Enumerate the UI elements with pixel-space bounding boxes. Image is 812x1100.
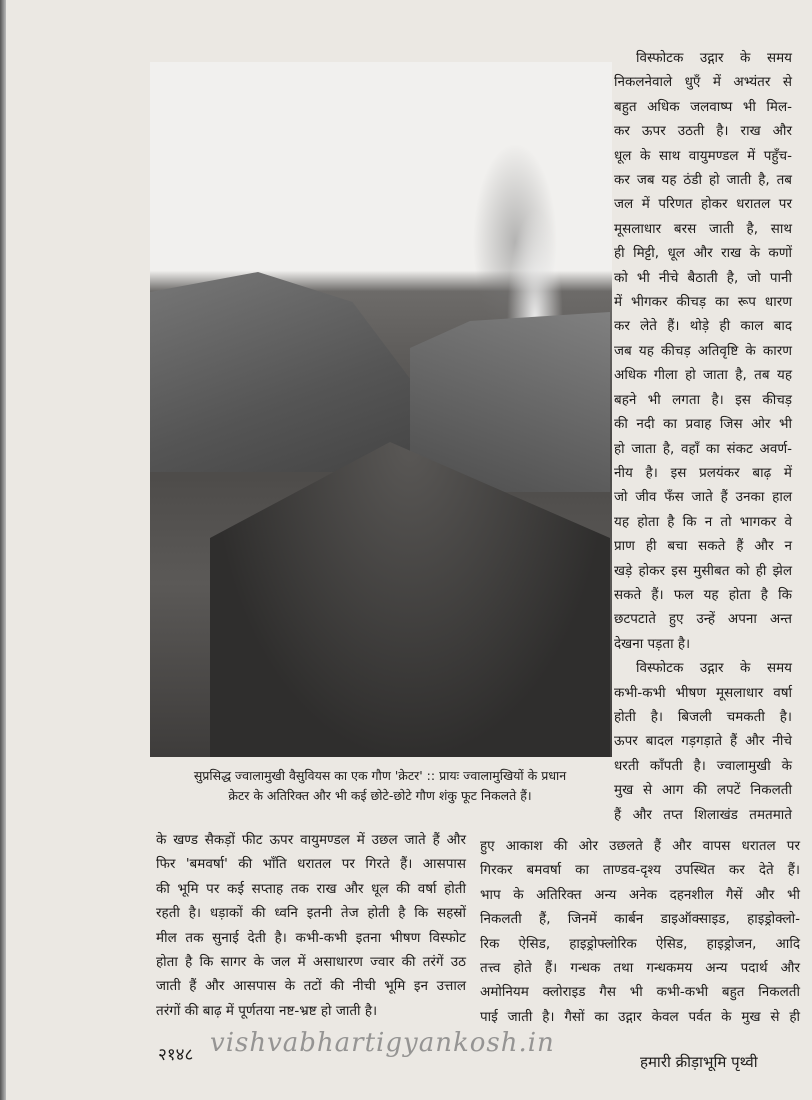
text-line: जो जीव फँस जाते हैं उनका हाल <box>614 489 792 506</box>
text-line: कभी-कभी भीषण मूसलाधार वर्षा <box>614 684 792 701</box>
text-line: बहुत अधिक जलवाष्प भी मिल- <box>614 98 792 115</box>
text-line: खड़े होकर इस मुसीबत को ही झेल <box>614 562 792 579</box>
text-line: को भी नीचे बैठाती है, जो पानी <box>614 269 792 286</box>
text-line: विस्फोटक उद्गार के समय <box>636 50 792 66</box>
text-line: निकलनेवाले धुएँ में अभ्यंतर से <box>614 74 792 91</box>
text-line: यह होता है कि न तो भागकर वे <box>614 513 792 530</box>
text-line: में भीगकर कीचड़ का रूप धारण <box>614 294 792 311</box>
text-line: निकलती हैं, जिनमें कार्बन डाइऑक्साइड, हाइड्रोक्लो- <box>480 911 800 928</box>
watermark: vishvabhartigyankosh.in <box>210 1028 555 1058</box>
text-line: रिक ऐसिड, हाइड्रोफ्लोरिक ऐसिड, हाइड्रोजन, आदि <box>480 935 800 952</box>
text-line: की भूमि पर कई सप्ताह तक राख और धूल की वर्षा होती <box>156 880 466 897</box>
photo-left-ridge <box>150 272 420 472</box>
text-line: जाती हैं और आसपास के तटों की नीची भूमि इन उत्ताल <box>156 978 466 995</box>
text-line: कर लेते हैं। थोड़े ही काल बाद <box>614 318 792 335</box>
bottom-left-column-text <box>156 828 466 1023</box>
text-line: तत्त्व होते हैं। गन्धक तथा गन्धकमय अन्य पदार्थ और <box>480 960 800 977</box>
text-line: धूल के साथ वायुमण्डल में पहुँच- <box>614 147 792 164</box>
text-line: नीय है। इस प्रलयंकर बाढ़ में <box>614 464 792 481</box>
text-line: जल में परिणत होकर धरातल पर <box>614 196 792 213</box>
text-line: ही मिट्टी, धूल और राख के कणों <box>614 245 792 262</box>
caption-line: क्रेटर के अतिरिक्त और भी कई छोटे-छोटे गौण शंकु फूट निकलते हैं। <box>228 788 532 803</box>
caption-line: सुप्रसिद्ध ज्वालामुखी वैसुवियस का एक गौण 'क्रेटर' :: प्रायः ज्वालामुखियों के प्रधान <box>193 768 567 783</box>
photo-caption <box>160 766 600 806</box>
text-line: हुए आकाश की ओर उछलते हैं और वापस धरातल पर <box>480 838 800 854</box>
running-footer: हमारी क्रीड़ाभूमि पृथ्वी <box>640 1053 758 1071</box>
text-line: होती है। बिजली चमकती है। <box>614 708 792 725</box>
page-number: २१४८ <box>158 1045 194 1065</box>
text-line: कर ऊपर उठती है। राख और <box>614 123 792 140</box>
page-binding-edge <box>0 0 6 1100</box>
text-line: के खण्ड सैकड़ों फीट ऊपर वायुमण्डल में उछल जाते हैं और <box>156 832 466 848</box>
text-line: कर जब यह ठंडी हो जाती है, तब <box>614 172 792 189</box>
text-line: ऊपर बादल गड़गड़ाते हैं और नीचे <box>614 733 792 750</box>
text-line: देखना पड़ता है। <box>614 635 691 652</box>
text-line: जब यह कीचड़ अतिवृष्टि के कारण <box>614 342 792 359</box>
text-line: हो जाता है, वहाँ का संकट अवर्ण- <box>614 440 792 457</box>
text-line: अधिक गीला हो जाता है, तब यह <box>614 367 792 384</box>
text-line: पाई जाती है। गैसों का उद्गार केवल पर्वत के मुख से ही <box>480 1008 800 1025</box>
text-line: तरंगों की बाढ़ में पूर्णतया नष्ट-भ्रष्ट हो जाती है। <box>156 1002 378 1019</box>
text-line: भाप के अतिरिक्त अन्य अनेक दहनशील गैसें और भी <box>480 886 800 903</box>
text-line: छटपटाते हुए उन्हें अपना अन्त <box>614 611 792 628</box>
text-line: विस्फोटक उद्गार के समय <box>636 660 792 677</box>
right-column-text <box>614 46 792 827</box>
text-line: अमोनियम क्लोराइड गैस भी कभी-कभी बहुत निकलती <box>480 984 800 1001</box>
text-line: प्राण ही बचा सकते हैं और न <box>614 538 792 555</box>
text-line: मूसलाधार बरस जाती है, साथ <box>614 220 792 237</box>
bottom-right-column-text <box>480 834 800 1029</box>
text-line: मुख से आग की लपटें निकलती <box>614 782 792 799</box>
text-line: गिरकर बमवर्षा का ताण्डव-दृश्य उपस्थित कर देते हैं। <box>480 862 800 879</box>
vesuvius-crater-photo <box>150 62 612 757</box>
text-line: रहती है। धड़ाकों की ध्वनि इतनी तेज होती है कि सहस्रों <box>156 905 466 922</box>
text-line: की नदी का प्रवाह जिस ओर भी <box>614 416 792 433</box>
text-line: होता है कि सागर के जल में असाधारण ज्वार की तरंगें उठ <box>156 954 466 971</box>
text-line: धरती काँपती है। ज्वालामुखी के <box>614 757 792 774</box>
text-line: सकते हैं। फल यह होता है कि <box>614 586 792 603</box>
text-line: बहने भी लगता है। इस कीचड़ <box>614 391 792 408</box>
text-line: मील तक सुनाई देती है। कभी-कभी इतना भीषण विस्फोट <box>156 929 466 946</box>
text-line: हैं और तप्त शिलाखंड तमतमाते <box>614 806 792 823</box>
text-line: फिर 'बमवर्षा' की भाँति धरातल पर गिरते हैं। आसपास <box>156 856 466 873</box>
